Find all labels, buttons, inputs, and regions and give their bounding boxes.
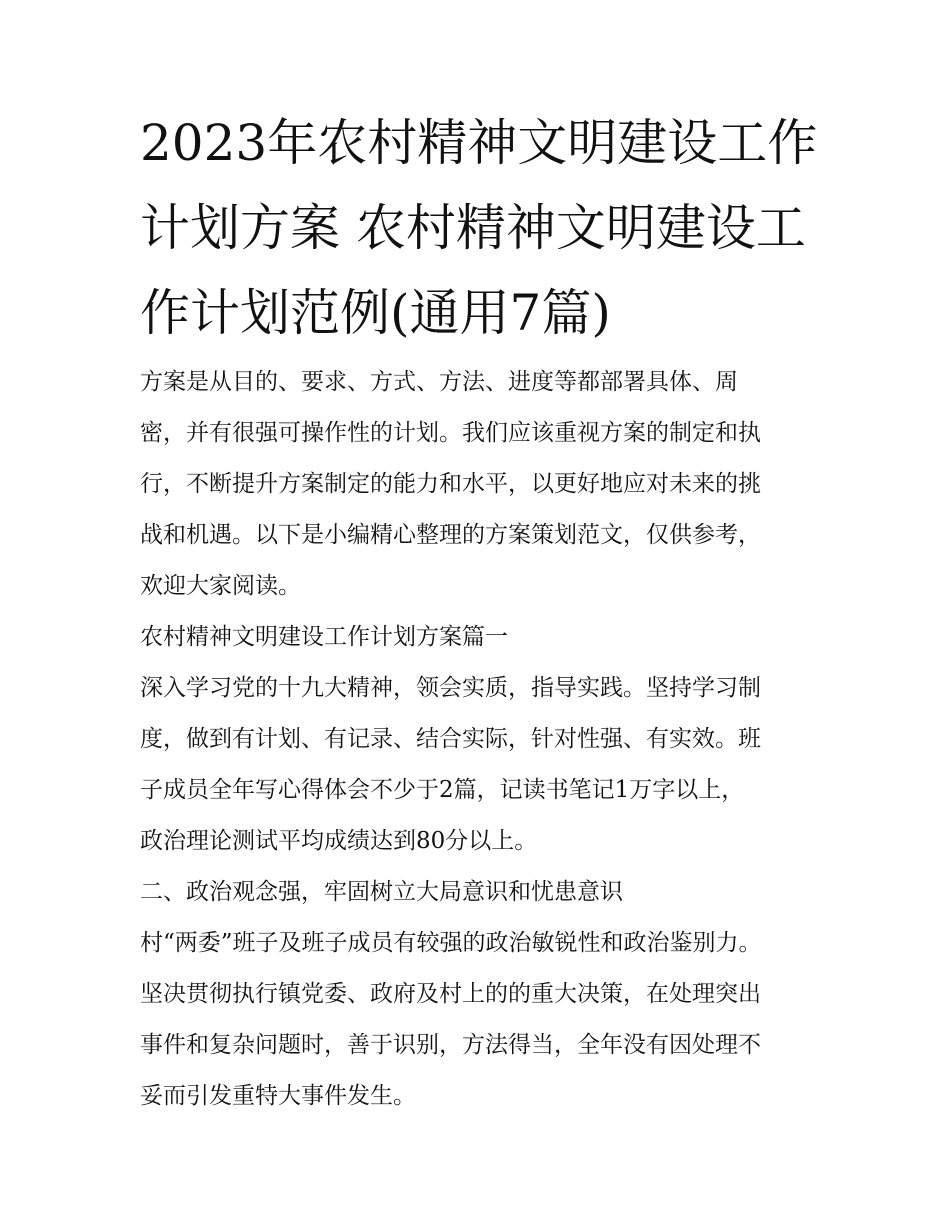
paragraph-line: 政治理论测试平均成绩达到80分以上。 xyxy=(140,828,538,854)
paragraph-line: 度，做到有计划、有记录、结合实际，针对性强、有实效。班 xyxy=(140,726,761,752)
paragraph-line: 子成员全年写心得体会不少于2篇，记读书笔记1万字以上， xyxy=(140,777,745,803)
intro-line: 欢迎大家阅读。 xyxy=(140,573,301,599)
paragraph-line: 事件和复杂问题时，善于识别，方法得当，全年没有因处理不 xyxy=(140,1032,761,1058)
subsection-heading: 二、政治观念强，牢固树立大局意识和忧患意识 xyxy=(140,879,623,905)
paragraph-line: 村“两委”班子及班子成员有较强的政治敏锐性和政治鉴别力。 xyxy=(140,930,762,956)
title-line: 作计划范例(通用7篇) xyxy=(140,284,611,342)
paragraph-line: 深入学习党的十九大精神，领会实质，指导实践。坚持学习制 xyxy=(140,675,761,701)
section-heading: 农村精神文明建设工作计划方案篇一 xyxy=(140,624,508,650)
intro-line: 战和机遇。以下是小编精心整理的方案策划范文，仅供参考， xyxy=(140,522,761,548)
intro-line: 方案是从目的、要求、方式、方法、进度等都部署具体、周 xyxy=(140,369,738,395)
title-line: 2023年农村精神文明建设工作 xyxy=(140,114,818,172)
title-line: 计划方案 农村精神文明建设工 xyxy=(140,199,806,257)
paragraph-line: 坚决贯彻执行镇党委、政府及村上的的重大决策，在处理突出 xyxy=(140,981,761,1007)
document-body xyxy=(140,357,820,1122)
paragraph-line: 妥而引发重特大事件发生。 xyxy=(140,1083,416,1109)
document-title xyxy=(140,114,820,373)
intro-line: 密，并有很强可操作性的计划。我们应该重视方案的制定和执 xyxy=(140,420,761,446)
intro-line: 行，不断提升方案制定的能力和水平，以更好地应对未来的挑 xyxy=(140,471,761,497)
